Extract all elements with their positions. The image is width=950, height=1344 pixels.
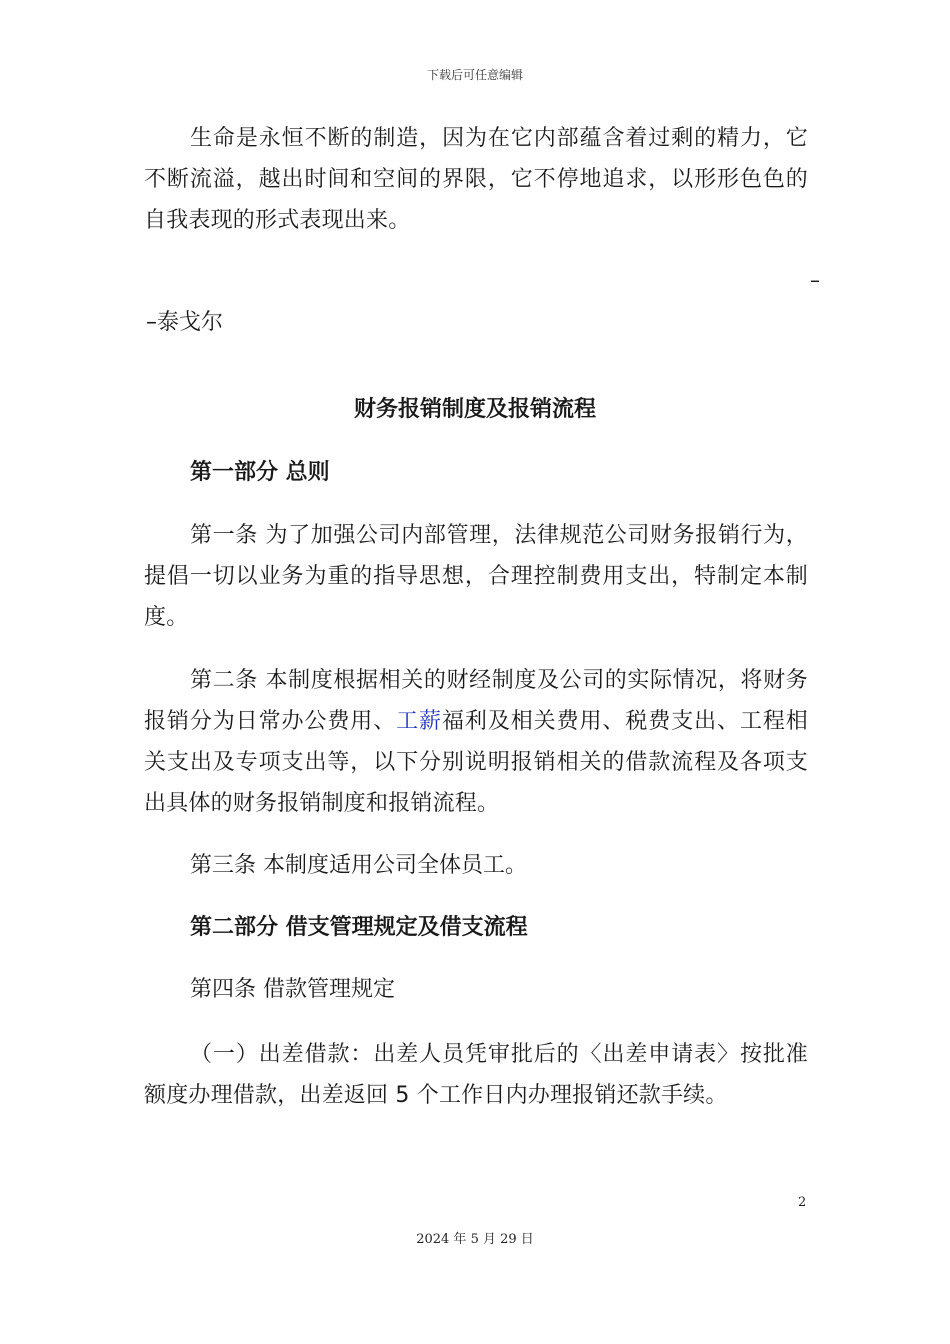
header-note: 下载后可任意编辑 xyxy=(426,68,523,82)
quote-paragraph: 生命是永恒不断的制造，因为在它内部蕴含着过剩的精力，它不断流溢，越出时间和空间的界限，它不停地追求，以形形色色的自我表现的形式表现出来。 xyxy=(144,126,808,233)
quote-author: –泰戈尔 xyxy=(146,310,224,335)
article-2-paragraph xyxy=(144,660,808,824)
article-4-paragraph: 第四条 借款管理规定 xyxy=(190,977,395,1002)
article-2-text-before: 第二条 本制度根据相关的财经制度及公司的实际情况，将财务报销分为日常办公费用、 xyxy=(144,668,808,734)
article-1-paragraph: 第一条 为了加强公司内部管理，法律规范公司财务报销行为，提倡一切以业务为重的指导思想，合理控制费用支出，特制定本制度。 xyxy=(144,523,808,630)
page-number: 2 xyxy=(798,1195,807,1210)
footer-date: 2024 年 5 月 29 日 xyxy=(416,1232,534,1247)
part1-heading: 第一部分 总则 xyxy=(190,460,330,485)
item-1-paragraph: （一）出差借款：出差人员凭审批后的〈出差申请表〉按批准额度办理借款，出差返回 5 个工作日内办理报销还款手续。 xyxy=(144,1042,808,1108)
article-2-text-after: 福利及相关费用、税费支出、工程相关支出及专项支出等，以下分别说明报销相关的借款流程及各项支出具体的财务报销制度和报销流程。 xyxy=(144,709,809,816)
article-3-paragraph: 第三条 本制度适用公司全体员工。 xyxy=(190,853,527,878)
document-title: 财务报销制度及报销流程 xyxy=(353,397,596,422)
quote-dash: – xyxy=(810,268,820,292)
gongxin-link[interactable]: 工薪 xyxy=(396,709,442,734)
part2-heading: 第二部分 借支管理规定及借支流程 xyxy=(190,915,528,940)
